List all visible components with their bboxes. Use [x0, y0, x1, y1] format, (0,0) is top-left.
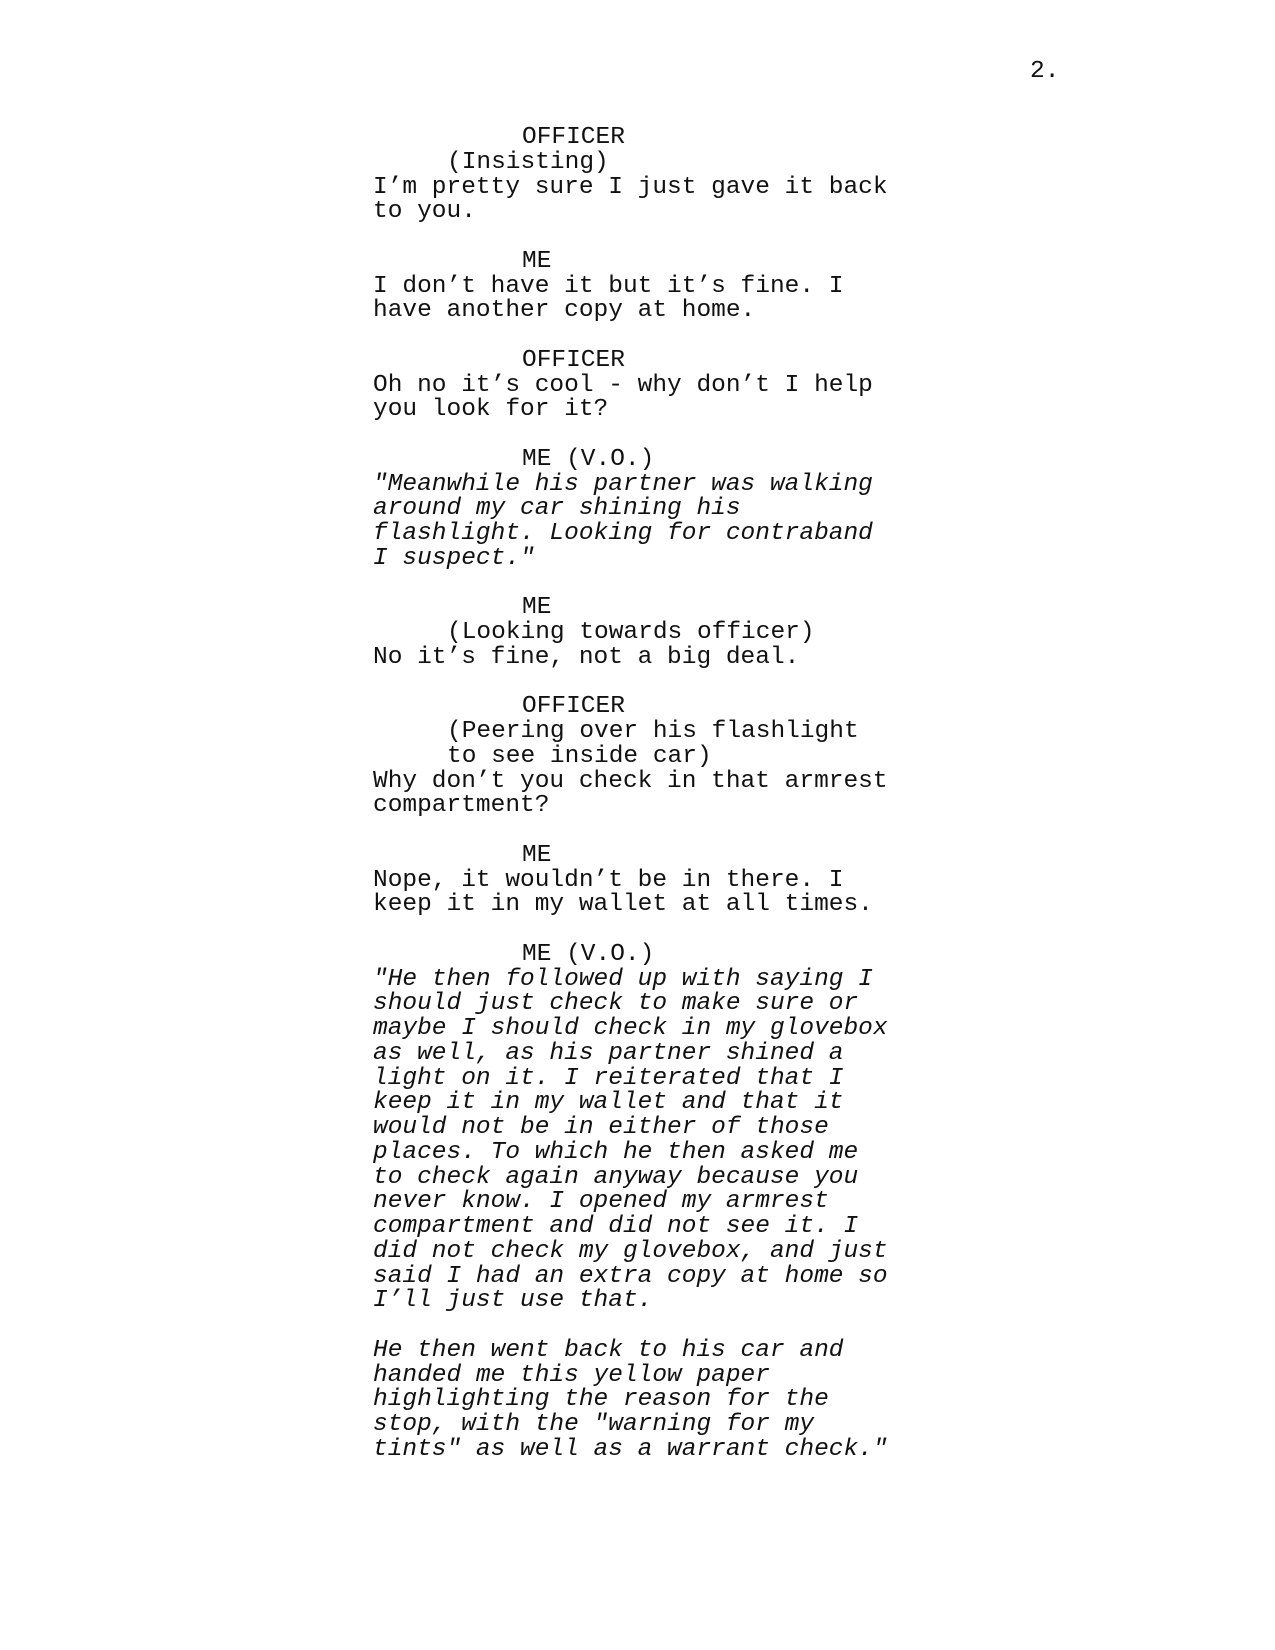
- voice-over-line-text: compartment and did not see it. I: [373, 1213, 859, 1240]
- dialogue-line-text: Nope, it wouldn’t be in there. I: [373, 866, 844, 894]
- voice-over-line: [0, 1289, 1275, 1314]
- voice-over-line-text: did not check my glovebox, and just: [373, 1237, 888, 1265]
- dialogue-line-text: Why don’t you check in that armrest: [373, 767, 888, 795]
- voice-over-line: [0, 544, 1275, 572]
- voice-over-line: [0, 497, 1275, 522]
- voice-over-line: [0, 1190, 1275, 1215]
- character-cue: [0, 841, 1275, 869]
- voice-over-line-text: to check again anyway because you: [373, 1163, 859, 1191]
- voice-over-line-text: handed me this yellow paper: [373, 1361, 770, 1389]
- voice-over-line: [0, 1064, 1275, 1092]
- dialogue-line: [0, 866, 1275, 894]
- character-cue: [0, 695, 1275, 720]
- blank-line: [0, 671, 1275, 696]
- voice-over-line-text: should just check to make sure or: [373, 990, 859, 1018]
- dialogue-line-text: No it’s fine, not a big deal.: [373, 643, 800, 671]
- dialogue-line: [0, 398, 1275, 423]
- blank-line: [0, 918, 1275, 943]
- blank-line: [0, 423, 1275, 448]
- dialogue-line: [0, 794, 1275, 819]
- voice-over-line: [0, 1091, 1275, 1116]
- parenthetical-text: (Looking towards officer): [447, 619, 815, 646]
- voice-over-line: [0, 1361, 1275, 1389]
- character-cue-text: ME (V.O.): [522, 940, 655, 968]
- blank-line: [0, 819, 1275, 844]
- dialogue-line-text: I’m pretty sure I just gave it back: [373, 173, 888, 201]
- voice-over-line: [0, 1388, 1275, 1413]
- voice-over-line-text: He then went back to his car and: [373, 1336, 844, 1364]
- character-cue: [0, 940, 1275, 968]
- dialogue-line: [0, 299, 1275, 324]
- voice-over-line-text: highlighting the reason for the: [373, 1386, 829, 1414]
- voice-over-line-text: maybe I should check in my glovebox: [373, 1015, 888, 1042]
- voice-over-line-text: "Meanwhile his partner was walking: [373, 470, 873, 498]
- voice-over-line: [0, 1336, 1275, 1364]
- voice-over-line: [0, 965, 1275, 993]
- voice-over-line: [0, 470, 1275, 498]
- voice-over-line: [0, 1237, 1275, 1265]
- blank-line: [0, 225, 1275, 250]
- voice-over-line: [0, 522, 1275, 547]
- voice-over-line: [0, 1163, 1275, 1191]
- voice-over-line-text: I suspect.": [373, 544, 535, 572]
- dialogue-line-text: to you.: [373, 198, 476, 226]
- voice-over-line: [0, 1215, 1275, 1240]
- dialogue-line-text: I don’t have it but it’s fine. I: [373, 272, 844, 300]
- character-cue-text: ME (V.O.): [522, 445, 655, 473]
- character-cue: [0, 247, 1275, 275]
- parenthetical: [0, 621, 1275, 646]
- dialogue-line-text: you look for it?: [373, 396, 609, 424]
- dialogue-line: [0, 643, 1275, 671]
- voice-over-line-text: as well, as his partner shined a: [373, 1039, 844, 1067]
- character-cue-text: OFFICER: [522, 124, 625, 151]
- character-cue-text: ME: [522, 247, 552, 275]
- dialogue-line: [0, 893, 1275, 918]
- character-cue-text: ME: [522, 594, 552, 622]
- dialogue-line: [0, 767, 1275, 795]
- voice-over-line-text: places. To which he then asked me: [373, 1138, 859, 1166]
- voice-over-line: [0, 1017, 1275, 1042]
- character-cue: [0, 346, 1275, 374]
- dialogue-line-text: compartment?: [373, 792, 550, 820]
- character-cue: [0, 445, 1275, 473]
- character-cue: [0, 596, 1275, 621]
- voice-over-line-text: tints" as well as a warrant check.": [373, 1435, 888, 1463]
- voice-over-line-text: flashlight. Looking for contraband: [373, 520, 873, 547]
- character-cue-text: ME: [522, 841, 552, 869]
- voice-over-line: [0, 1262, 1275, 1290]
- parenthetical-text: to see inside car): [447, 742, 712, 770]
- dialogue-line-text: Oh no it’s cool - why don’t I help: [373, 371, 873, 399]
- voice-over-line-text: never know. I opened my armrest: [373, 1188, 829, 1216]
- blank-line: [0, 324, 1275, 349]
- dialogue-line: [0, 272, 1275, 300]
- character-cue: [0, 126, 1275, 151]
- voice-over-line-text: said I had an extra copy at home so: [373, 1262, 888, 1290]
- voice-over-line: [0, 1435, 1275, 1463]
- character-cue-text: OFFICER: [522, 346, 625, 374]
- voice-over-line-text: I’ll just use that.: [373, 1287, 653, 1315]
- voice-over-line-text: stop, with the "warning for my: [373, 1411, 815, 1438]
- voice-over-line: [0, 1116, 1275, 1141]
- voice-over-line: [0, 1138, 1275, 1166]
- parenthetical-text: (Peering over his flashlight: [447, 718, 859, 745]
- voice-over-line-text: light on it. I reiterated that I: [373, 1064, 844, 1092]
- voice-over-line-text: "He then followed up with saying I: [373, 965, 873, 993]
- voice-over-line-text: keep it in my wallet and that it: [373, 1089, 844, 1117]
- parenthetical: [0, 742, 1275, 770]
- screenplay-body: [0, 126, 1275, 1463]
- dialogue-line: [0, 371, 1275, 399]
- character-cue-text: OFFICER: [522, 693, 625, 721]
- voice-over-line: [0, 1039, 1275, 1067]
- dialogue-line-text: keep it in my wallet at all times.: [373, 891, 873, 919]
- blank-line: [0, 1314, 1275, 1339]
- voice-over-line: [0, 992, 1275, 1017]
- dialogue-line-text: have another copy at home.: [373, 297, 756, 325]
- voice-over-line: [0, 1413, 1275, 1438]
- page-number: 2.: [1030, 58, 1060, 85]
- dialogue-line: [0, 173, 1275, 201]
- parenthetical: [0, 148, 1275, 176]
- parenthetical-text: (Insisting): [447, 148, 609, 176]
- voice-over-line-text: would not be in either of those: [373, 1114, 829, 1141]
- blank-line: [0, 572, 1275, 597]
- voice-over-line-text: around my car shining his: [373, 495, 741, 523]
- dialogue-line: [0, 200, 1275, 225]
- parenthetical: [0, 720, 1275, 745]
